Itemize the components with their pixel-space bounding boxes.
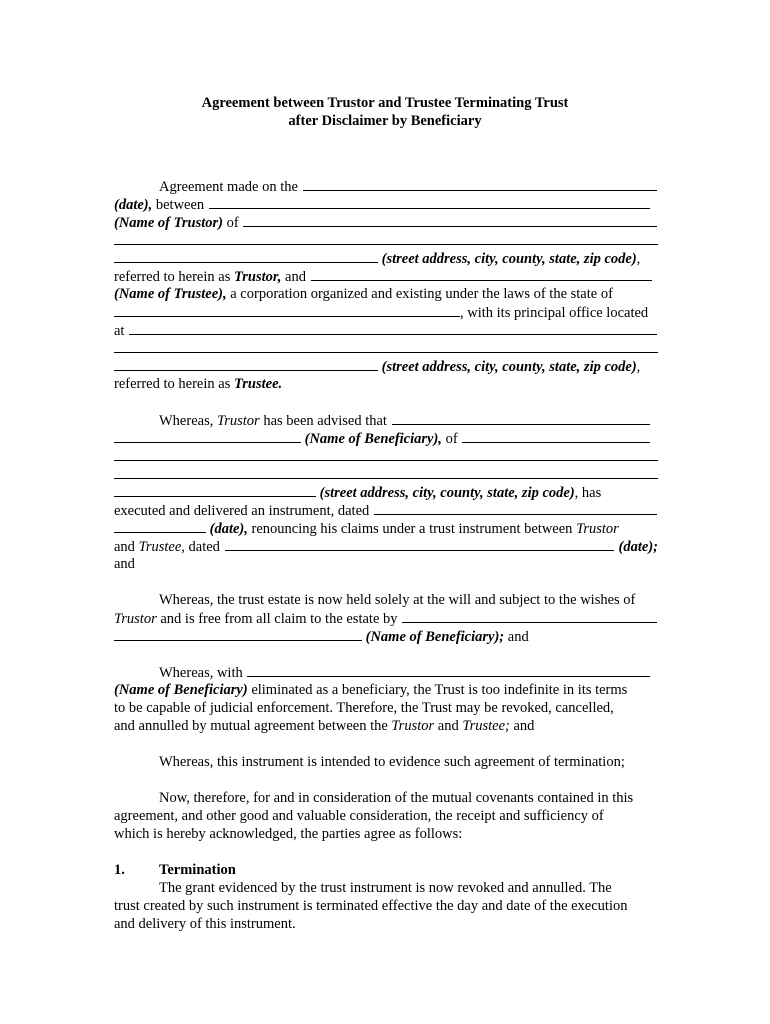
whereas4-line-1: Whereas, this instrument is intended to evidence such agreement of termination; xyxy=(159,754,625,770)
intro-line-2: (date), between xyxy=(114,195,658,213)
whereas1-line-2: (Name of Beneficiary), of xyxy=(114,429,658,447)
section1-heading xyxy=(114,861,658,879)
intro-line-9: at xyxy=(114,321,658,339)
between-field[interactable] xyxy=(209,195,650,209)
section1-line-3: and delivery of this instrument. xyxy=(114,916,296,932)
intro-line-6: referred to herein as Trustor, and xyxy=(114,267,658,285)
whereas3-line-2: (Name of Beneficiary) eliminated as a beneficiary, the Trust is too indefinite in its terms xyxy=(114,682,628,698)
beneficiary-address-field-1[interactable] xyxy=(462,429,650,443)
intro-line-11: (street address, city, county, state, zip code), xyxy=(114,357,658,375)
document-body xyxy=(114,177,658,933)
office-address-field-3[interactable] xyxy=(114,357,378,371)
whereas1-line-8: and Trustee , dated (date); xyxy=(114,539,658,555)
beneficiary-address-field-3[interactable] xyxy=(114,465,658,479)
now-therefore-line-3: which is hereby acknowledged, the parties agree as follows: xyxy=(114,826,463,842)
beneficiary-address-field-2[interactable] xyxy=(114,447,658,461)
whereas3-line-3: to be capable of judicial enforcement. Therefore, the Trust may be revoked, cancelled, xyxy=(114,700,614,716)
intro-line-5: (street address, city, county, state, zip code), xyxy=(114,249,658,267)
whereas1-line-5: (street address, city, county, state, zip code), has xyxy=(114,483,658,501)
section1-line-2: trust created by such instrument is terminated effective the day and date of the execution xyxy=(114,898,628,914)
whereas3-line-1: Whereas, with xyxy=(114,663,658,681)
beneficiary-name-field[interactable] xyxy=(114,429,301,443)
trustor-address-field-3[interactable] xyxy=(114,249,378,263)
office-address-field-1[interactable] xyxy=(129,321,657,335)
intro-line-10 xyxy=(114,339,658,357)
advised-field[interactable] xyxy=(392,411,650,425)
trustee-name-field[interactable] xyxy=(311,267,652,281)
whereas2-line-3: (Name of Beneficiary); and xyxy=(114,627,658,645)
instrument-date-field-1[interactable] xyxy=(374,501,657,515)
claim-beneficiary-field-1[interactable] xyxy=(402,609,657,623)
intro-line-3: (Name of Trustor) of xyxy=(114,213,658,231)
trustor-address-field-1[interactable] xyxy=(243,213,657,227)
whereas2-line-1: Whereas, the trust estate is now held solely at the will and subject to the wishes of xyxy=(159,592,636,608)
whereas2-line-2: Trustor and is free from all claim to the estate by xyxy=(114,609,658,627)
section1-title: Termination xyxy=(159,862,236,878)
office-address-field-2[interactable] xyxy=(114,339,658,353)
claim-beneficiary-field-2[interactable] xyxy=(114,627,362,641)
trust-date-field[interactable] xyxy=(225,537,614,551)
state-field[interactable] xyxy=(114,303,460,317)
intro-line-12: referred to herein as Trustee. xyxy=(114,376,283,392)
agreement-date-field[interactable] xyxy=(303,177,657,191)
section1-line-1: The grant evidenced by the trust instrument is now revoked and annulled. The xyxy=(159,880,612,896)
section1-number: 1. xyxy=(114,862,125,878)
whereas1-line-4 xyxy=(114,465,658,483)
whereas3-line-4: and annulled by mutual agreement between the Trustor and Trustee; and xyxy=(114,718,535,734)
intro-line-1: Agreement made on the xyxy=(114,177,658,195)
now-therefore-line-1: Now, therefore, for and in consideration of the mutual covenants contained in this xyxy=(159,790,634,806)
intro-line-7: (Name of Trustee), a corporation organized and existing under the laws of the state of xyxy=(114,286,613,302)
intro-line-8: , with its principal office located xyxy=(114,303,658,321)
title-line-2: after Disclaimer by Beneficiary xyxy=(288,113,482,129)
whereas1-line-3 xyxy=(114,447,658,465)
document-title xyxy=(0,94,770,130)
whereas1-line-1: Whereas, Trustor has been advised that xyxy=(114,411,658,429)
eliminated-beneficiary-field[interactable] xyxy=(247,663,650,677)
whereas1-line-7: (date), renouncing his claims under a trust instrument between Trustor xyxy=(114,519,658,537)
instrument-date-field-2[interactable] xyxy=(114,519,206,533)
intro-line-4 xyxy=(114,231,658,249)
beneficiary-address-field-4[interactable] xyxy=(114,483,316,497)
title-line-1: Agreement between Trustor and Trustee Terminating Trust xyxy=(201,95,569,111)
now-therefore-line-2: agreement, and other good and valuable consideration, the receipt and sufficiency of xyxy=(114,808,604,824)
whereas1-line-9: and xyxy=(114,556,135,572)
whereas1-line-6: executed and delivered an instrument, dated xyxy=(114,501,658,519)
trustor-address-field-2[interactable] xyxy=(114,231,658,245)
